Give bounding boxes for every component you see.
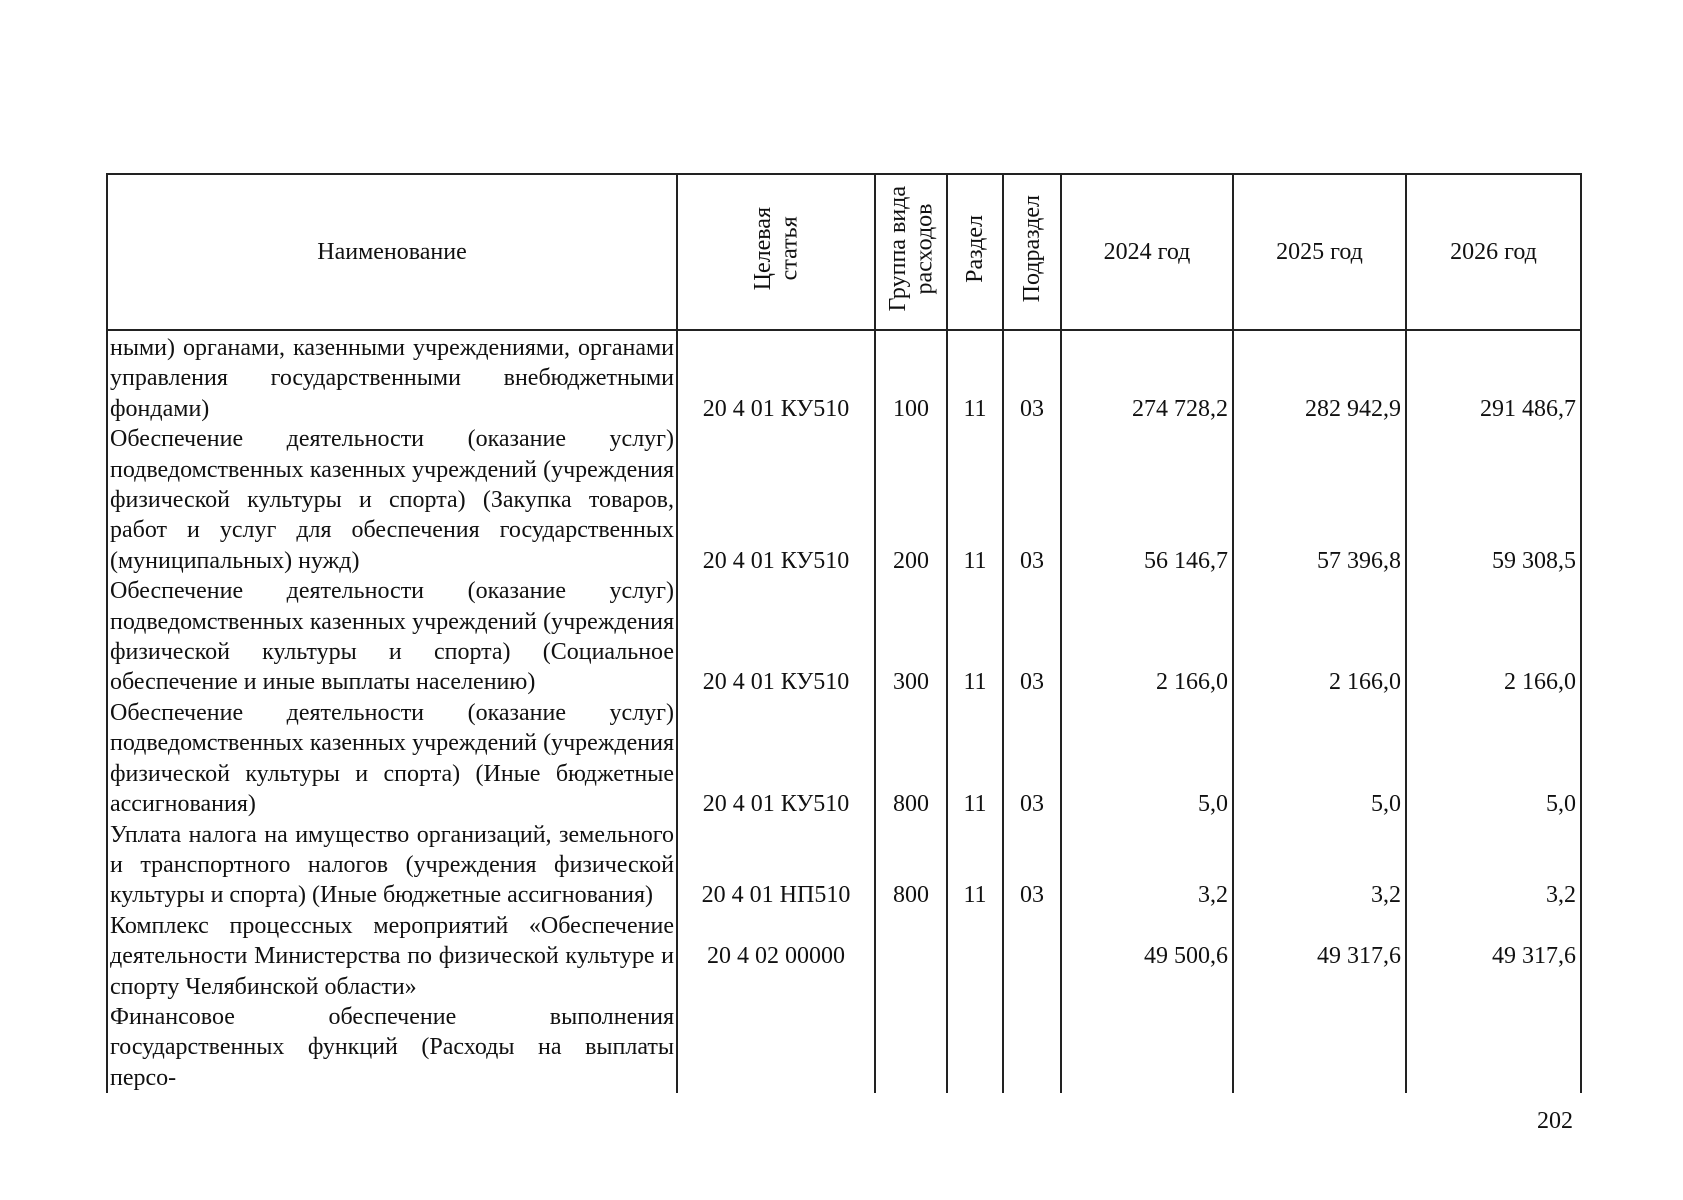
row-section: 11 xyxy=(947,698,1003,820)
row-group xyxy=(875,1002,947,1093)
row-name: Финансовое обеспечение выполнения государственных функций (Расходы на выплаты персо- xyxy=(107,1002,677,1093)
row-name: Обеспечение деятельности (оказание услуг) подведомственных казенных учреждений (учреждения физической культуры и спорта) (Закупка товаров, работ и услуг для обеспечения государственных (муниципальных) нужд) xyxy=(107,424,677,576)
header-2026: 2026 год xyxy=(1406,174,1581,330)
row-2025 xyxy=(1233,1002,1406,1093)
table-row xyxy=(107,1002,1581,1093)
row-subsection xyxy=(1003,1002,1061,1093)
table-row xyxy=(107,576,1581,698)
row-2024: 5,0 xyxy=(1061,698,1233,820)
row-section: 11 xyxy=(947,330,1003,424)
row-2025: 5,0 xyxy=(1233,698,1406,820)
row-2026: 2 166,0 xyxy=(1406,576,1581,698)
row-2025: 2 166,0 xyxy=(1233,576,1406,698)
budget-table xyxy=(106,173,1582,1093)
row-group: 800 xyxy=(875,820,947,911)
row-subsection xyxy=(1003,911,1061,1002)
row-2026: 3,2 xyxy=(1406,820,1581,911)
row-name: Комплекс процессных мероприятий «Обеспечение деятельности Министерства по физической культуре и спорту Челябинской области» xyxy=(107,911,677,1002)
header-2024: 2024 год xyxy=(1061,174,1233,330)
row-code: 20 4 01 КУ510 xyxy=(677,424,875,576)
row-2024: 3,2 xyxy=(1061,820,1233,911)
row-group: 800 xyxy=(875,698,947,820)
header-section xyxy=(947,174,1003,330)
table-row xyxy=(107,698,1581,820)
row-subsection: 03 xyxy=(1003,330,1061,424)
row-2026: 291 486,7 xyxy=(1406,330,1581,424)
row-2026: 49 317,6 xyxy=(1406,911,1581,1002)
row-subsection: 03 xyxy=(1003,424,1061,576)
row-section: 11 xyxy=(947,820,1003,911)
row-2024: 49 500,6 xyxy=(1061,911,1233,1002)
table-row xyxy=(107,424,1581,576)
row-name: Уплата налога на имущество организаций, земельного и транспортного налогов (учреждения физической культуры и спорта) (Иные бюджетные ассигнования) xyxy=(107,820,677,911)
row-section xyxy=(947,1002,1003,1093)
header-2025: 2025 год xyxy=(1233,174,1406,330)
row-2026: 5,0 xyxy=(1406,698,1581,820)
header-name: Наименование xyxy=(107,174,677,330)
table-row xyxy=(107,911,1581,1002)
row-group: 300 xyxy=(875,576,947,698)
row-2026 xyxy=(1406,1002,1581,1093)
row-2025: 3,2 xyxy=(1233,820,1406,911)
header-subsection xyxy=(1003,174,1061,330)
row-subsection: 03 xyxy=(1003,820,1061,911)
row-group xyxy=(875,911,947,1002)
header-section-label: Раздел xyxy=(961,214,988,283)
row-name: Обеспечение деятельности (оказание услуг) подведомственных казенных учреждений (учреждения физической культуры и спорта) (Иные бюджетные ассигнования) xyxy=(107,698,677,820)
row-2025: 57 396,8 xyxy=(1233,424,1406,576)
row-code: 20 4 02 00000 xyxy=(677,911,875,1002)
page-number: 202 xyxy=(1537,1108,1573,1134)
row-code: 20 4 01 НП510 xyxy=(677,820,875,911)
header-expense-group xyxy=(875,174,947,330)
row-group: 200 xyxy=(875,424,947,576)
table-row xyxy=(107,820,1581,911)
row-subsection: 03 xyxy=(1003,576,1061,698)
row-section xyxy=(947,911,1003,1002)
header-expense-group-label: Группа вида расходов xyxy=(884,185,937,312)
row-section: 11 xyxy=(947,424,1003,576)
row-name: Обеспечение деятельности (оказание услуг) подведомственных казенных учреждений (учреждения физической культуры и спорта) (Социальное обеспечение и иные выплаты населению) xyxy=(107,576,677,698)
row-2025: 282 942,9 xyxy=(1233,330,1406,424)
header-subsection-label: Подраздел xyxy=(1018,194,1045,303)
table-body xyxy=(107,330,1581,1093)
row-code: 20 4 01 КУ510 xyxy=(677,576,875,698)
row-code xyxy=(677,1002,875,1093)
table-row xyxy=(107,330,1581,424)
row-code: 20 4 01 КУ510 xyxy=(677,698,875,820)
row-group: 100 xyxy=(875,330,947,424)
row-2024: 274 728,2 xyxy=(1061,330,1233,424)
row-2026: 59 308,5 xyxy=(1406,424,1581,576)
row-2024: 56 146,7 xyxy=(1061,424,1233,576)
row-code: 20 4 01 КУ510 xyxy=(677,330,875,424)
header-target-article-label: Целевая статья xyxy=(749,206,802,291)
header-target-article xyxy=(677,174,875,330)
row-section: 11 xyxy=(947,576,1003,698)
row-subsection: 03 xyxy=(1003,698,1061,820)
table-header-row xyxy=(107,174,1581,330)
row-2025: 49 317,6 xyxy=(1233,911,1406,1002)
row-2024: 2 166,0 xyxy=(1061,576,1233,698)
row-name: ными) органами, казенными учреждениями, органами управления государственными внебюджетными фондами) xyxy=(107,330,677,424)
row-2024 xyxy=(1061,1002,1233,1093)
